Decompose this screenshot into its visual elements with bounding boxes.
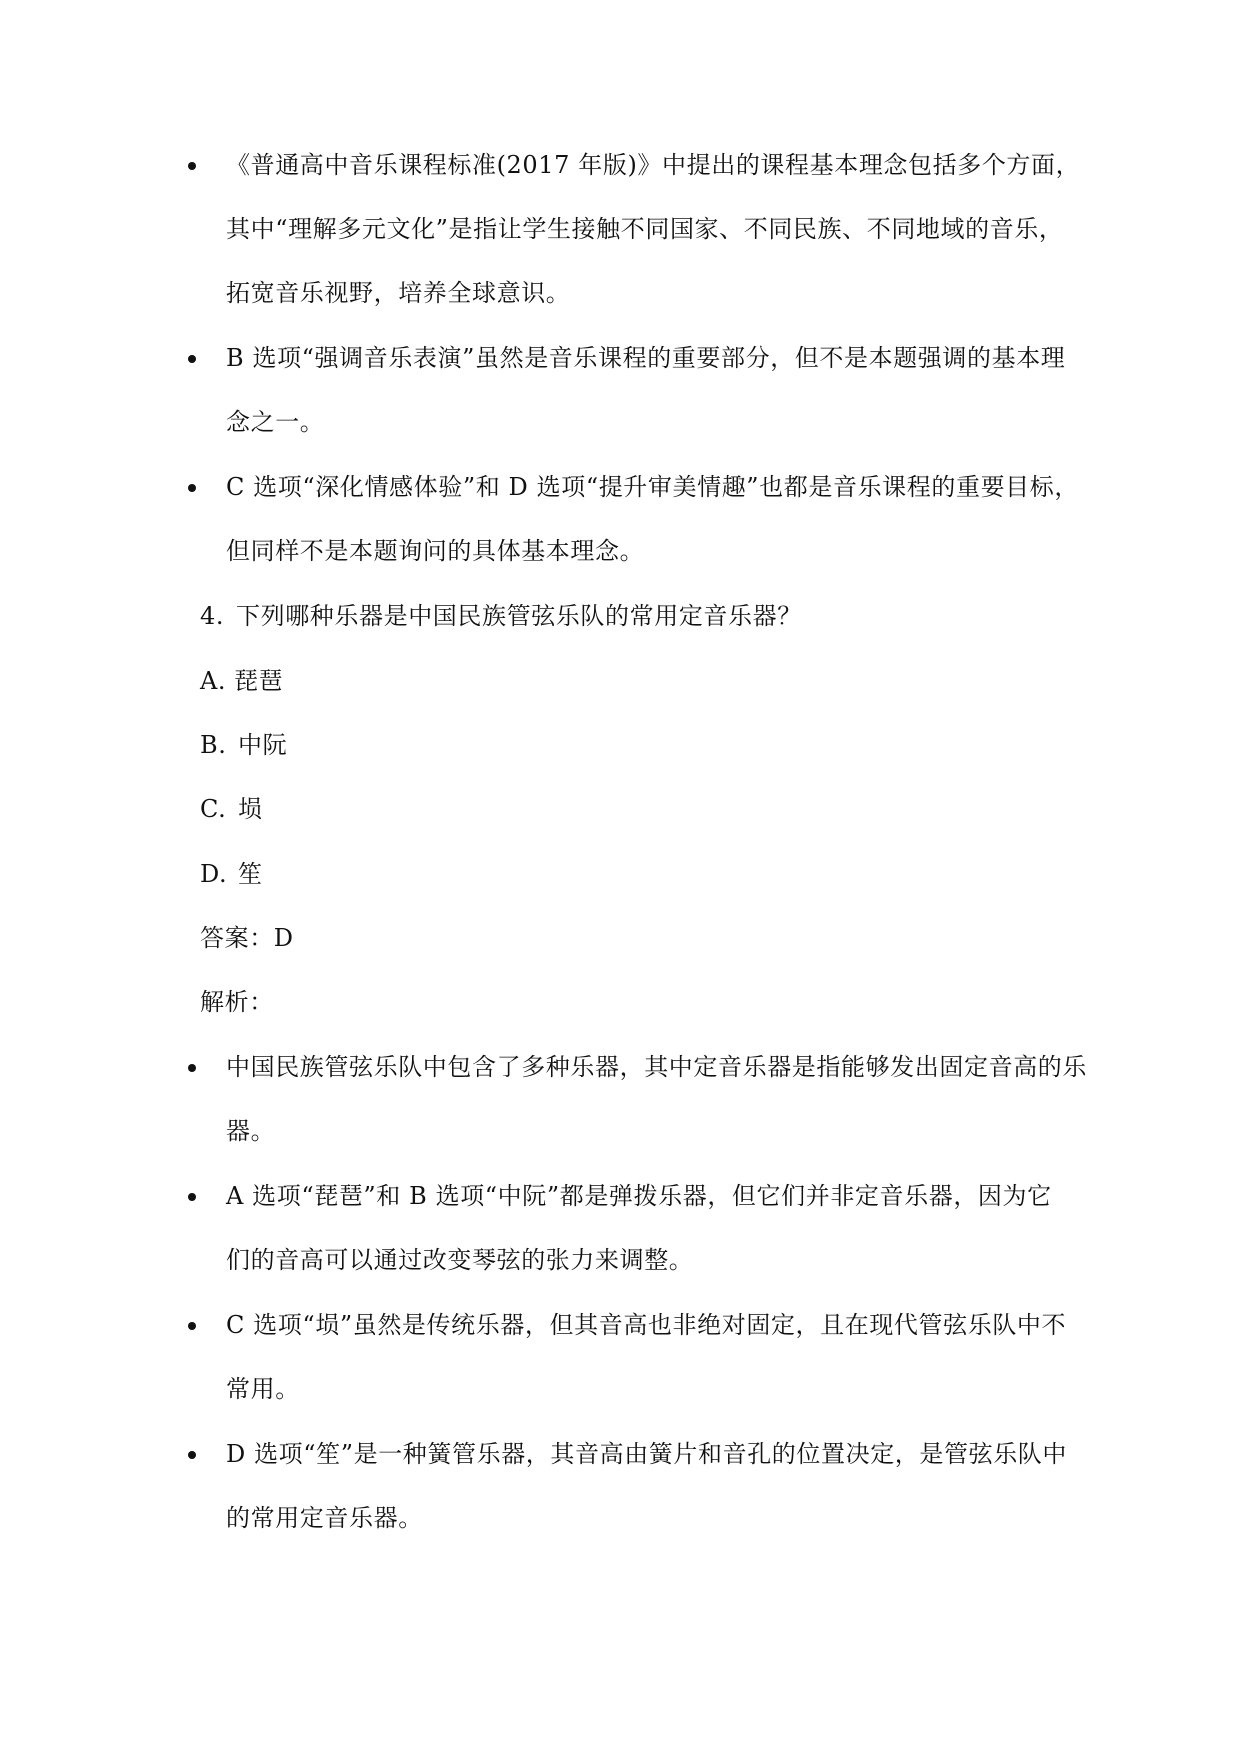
question-text: 下列哪种乐器是中国民族管弦乐队的常用定音乐器？ — [236, 602, 802, 630]
explanation-text: 但同样不是本题询问的具体基本理念。 — [226, 537, 645, 565]
analysis-text: 们的音高可以通过改变琴弦的张力来调整。 — [226, 1246, 694, 1274]
option-letter: D. — [200, 860, 228, 888]
option-text: 中阮 — [238, 731, 288, 759]
option-text: 琵琶 — [234, 667, 284, 695]
explanation-text: 拓宽音乐视野，培养全球意识。 — [226, 279, 571, 307]
option-letter: C. — [200, 795, 227, 823]
bullet-dot — [188, 1451, 196, 1459]
analysis-text: 常用。 — [226, 1375, 300, 1403]
bullet-dot — [188, 1322, 196, 1330]
analysis-text: 中国民族管弦乐队中包含了多种乐器，其中定音乐器是指能够发出固定音高的乐 — [226, 1053, 1087, 1081]
explanation-text: 《普通高中音乐课程标准(2017 年版)》中提出的课程基本理念包括多个方面， — [226, 151, 1081, 179]
explanation-text: C 选项“深化情感体验”和 D 选项“提升审美情趣”也都是音乐课程的重要目标， — [226, 473, 1079, 501]
analysis-text: 的常用定音乐器。 — [226, 1504, 423, 1532]
bullet-dot — [188, 484, 196, 492]
question-number: 4. — [200, 602, 225, 630]
explanation-text: 其中“理解多元文化”是指让学生接触不同国家、不同民族、不同地域的音乐， — [226, 215, 1064, 243]
analysis-text: C 选项“埙”虽然是传统乐器，但其音高也非绝对固定，且在现代管弦乐队中不 — [226, 1311, 1067, 1339]
explanation-text: 念之一。 — [226, 408, 325, 436]
bullet-dot — [188, 162, 196, 170]
answer-text: 答案：D — [200, 924, 294, 952]
option-text: 埙 — [238, 795, 263, 823]
analysis-text: 器。 — [226, 1117, 276, 1145]
analysis-text: A 选项“琵琶”和 B 选项“中阮”都是弹拨乐器，但它们并非定音乐器，因为它 — [226, 1182, 1052, 1210]
bullet-dot — [188, 355, 196, 363]
explanation-text: B 选项“强调音乐表演”虽然是音乐课程的重要部分，但不是本题强调的基本理 — [226, 344, 1066, 372]
bullet-dot — [188, 1193, 196, 1201]
analysis-text: D 选项“笙”是一种簧管乐器，其音高由簧片和音孔的位置决定，是管弦乐队中 — [226, 1440, 1068, 1468]
option-letter: B. — [200, 731, 227, 759]
bullet-dot — [188, 1064, 196, 1072]
analysis-label: 解析： — [200, 988, 274, 1016]
option-letter: A. — [200, 667, 227, 695]
option-text: 笙 — [238, 860, 263, 888]
